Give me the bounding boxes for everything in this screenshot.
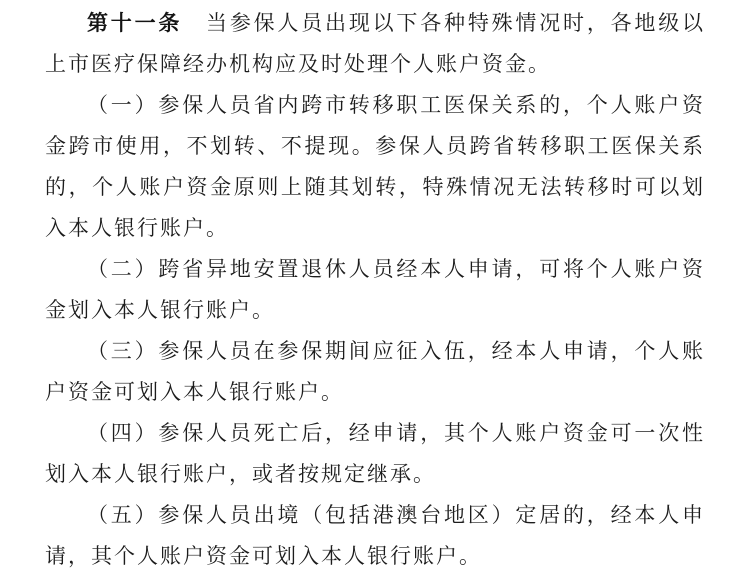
article-number-label: 第十一条 — [87, 12, 183, 35]
clause-paragraph-2: （二）跨省异地安置退休人员经本人申请，可将个人账户资金划入本人银行账户。 — [45, 257, 705, 322]
article-label-separator — [182, 11, 206, 35]
clause-paragraph-4: （四）参保人员死亡后，经申请，其个人账户资金可一次性划入本人银行账户，或者按规定继承。 — [45, 421, 705, 486]
clause-paragraph-5: （五）参保人员出境（包括港澳台地区）定居的，经本人申请，其个人账户资金可划入本人银行账户。 — [45, 503, 705, 568]
clause-paragraph-1: （一）参保人员省内跨市转移职工医保关系的，个人账户资金跨市使用，不划转、不提现。参保人员跨省转移职工医保关系的，个人账户资金原则上随其划转，特殊情况无法转移时可以划入本人银行账户。 — [45, 93, 705, 240]
article-intro-text: 当参保人员出现以下各种特殊情况时，各地级以上市医疗保障经办机构应及时处理个人账户资金。 — [45, 11, 706, 76]
article-paragraph — [45, 3, 705, 85]
clause-paragraph-3: （三）参保人员在参保期间应征入伍，经本人申请，个人账户资金可划入本人银行账户。 — [45, 339, 705, 404]
